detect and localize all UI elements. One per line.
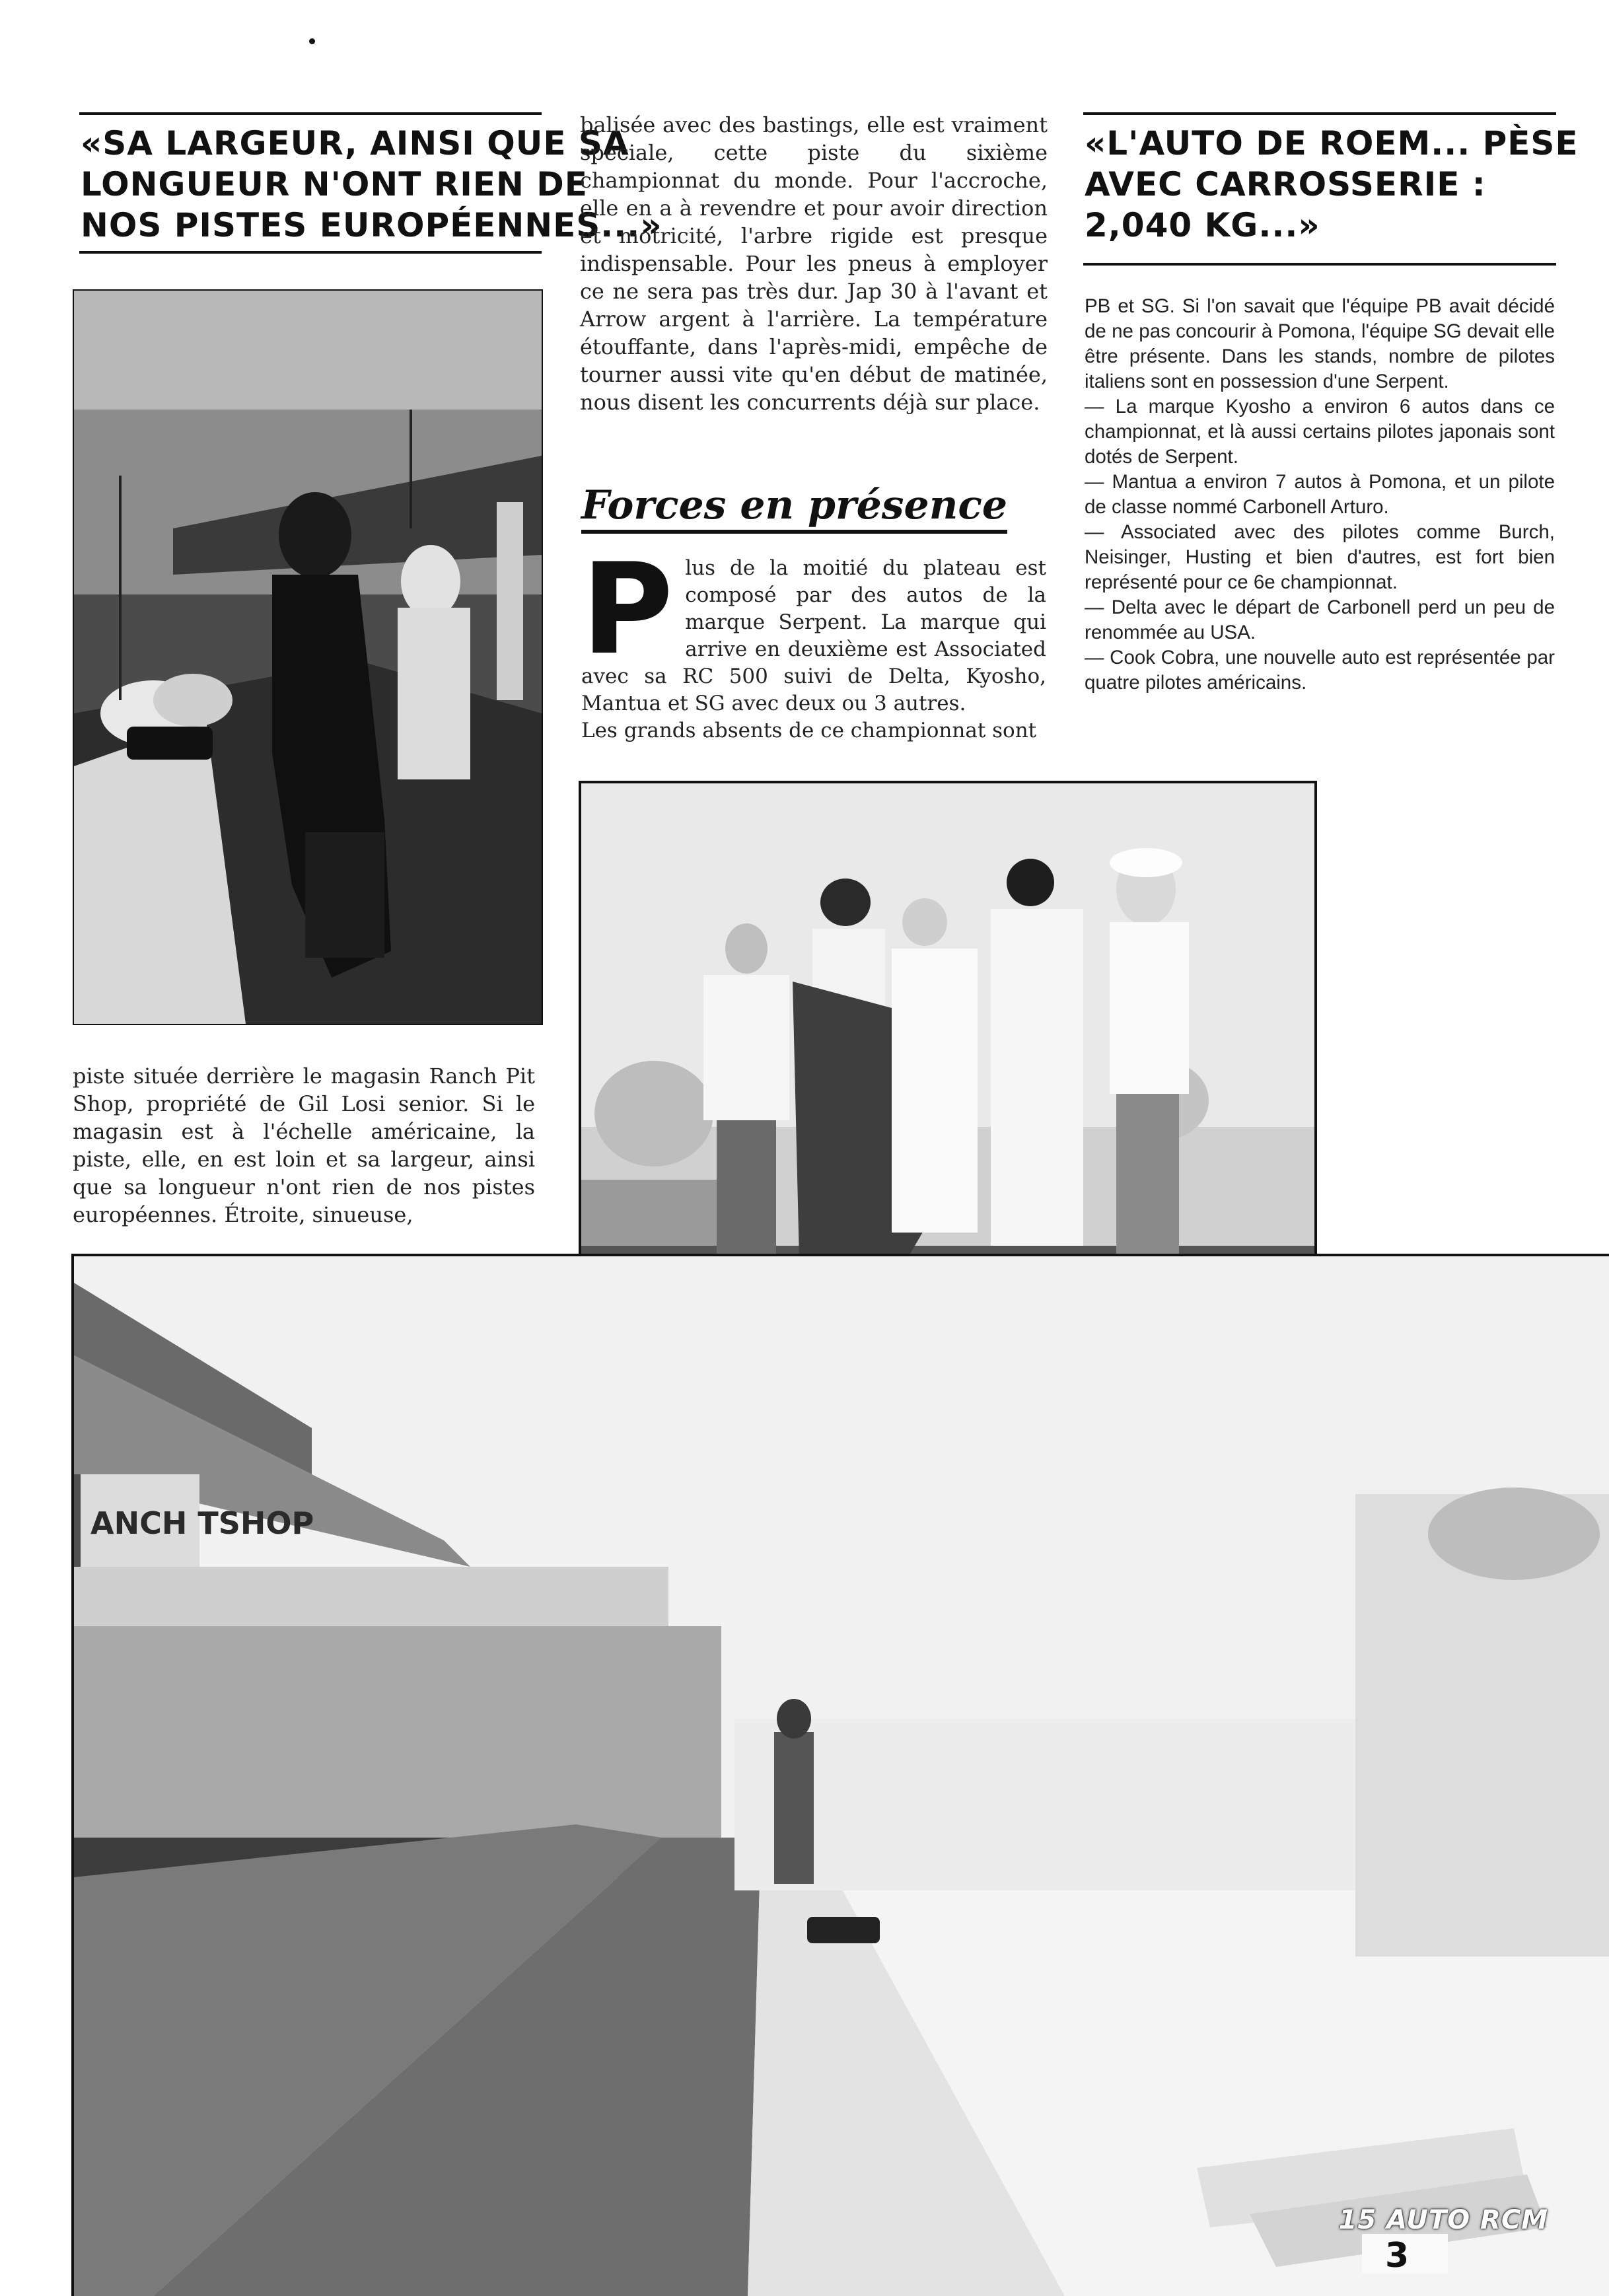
middle-column-body-section: [581, 536, 1046, 744]
track-photo-sign: ANCH TSHOP: [90, 1505, 314, 1541]
right-pull-quote-line-2: AVEC CARROSSERIE :: [1085, 165, 1486, 203]
middle-column-paragraph-3: Les grands absents de ce championnat sont: [581, 719, 1037, 742]
top-dot: [309, 38, 315, 44]
right-column-paragraph-2: — La marque Kyosho a environ 6 autos dans ce championnat, et là aussi certains pilotes japonais sont dotés de Serpent.: [1085, 396, 1555, 468]
drop-cap: P: [581, 536, 674, 682]
right-quote-bottom-rule: [1083, 263, 1556, 266]
right-pull-quote-line-1: «L'AUTO DE ROEM... PÈSE: [1085, 124, 1579, 162]
track-photo-car-label: 3: [1385, 2236, 1410, 2276]
middle-column-body-top: [580, 111, 1048, 416]
right-pull-quote-line-3: 2,040 KG...»: [1085, 206, 1320, 244]
left-pull-quote-line-2: LONGUEUR N'ONT RIEN DE: [81, 165, 588, 203]
middle-column-paragraph-1: balisée avec des bastings, elle est vraiment spéciale, cette piste du sixième championnat du monde. Pour l'accroche, elle en a à revendre et pour avoir direction et motricité, l'arbre rigide est presque indispensable. Pour les pneus à employer ce ne sera pas très dur. Jap 30 à l'avant et Arrow argent à l'arrière. La température étouffante, dans l'après-midi, empêche de tourner aussi vite qu'en début de matinée, nous disent les concurrents déjà sur place.: [580, 112, 1048, 415]
right-column-body: [1085, 294, 1555, 696]
left-quote-bottom-rule: [79, 251, 542, 254]
section-subhead: Forces en présence: [581, 482, 1007, 534]
right-column-paragraph-6: — Cook Cobra, une nouvelle auto est représentée par quatre pilotes américains.: [1085, 647, 1555, 694]
pit-area-photo: [73, 289, 543, 1025]
page-folio: 15 AUTO RCM: [1338, 2205, 1548, 2235]
right-column-paragraph-1: PB et SG. Si l'on savait que l'équipe PB avait décidé de ne pas concourir à Pomona, l'équipe SG devait elle être présente. Dans les stands, nombre de pilotes italiens sont en possession d'une Serpent.: [1085, 295, 1555, 392]
right-column-paragraph-3: — Mantua a environ 7 autos à Pomona, et un pilote de classe nommé Carbonell Arturo.: [1085, 471, 1555, 518]
right-quote-top-rule: [1083, 112, 1556, 115]
track-photo: [71, 1254, 1609, 2296]
left-column-body: [73, 1062, 535, 1229]
left-pull-quote: [81, 123, 662, 246]
left-pull-quote-line-1: «SA LARGEUR, AINSI QUE SA: [81, 124, 629, 162]
right-column-paragraph-4: — Associated avec des pilotes comme Burch, Neisinger, Husting et bien d'autres, est fort bien représenté pour ce 6e championnat.: [1085, 521, 1555, 593]
right-column-paragraph-5: — Delta avec le départ de Carbonell perd un peu de renommée au USA.: [1085, 596, 1555, 643]
middle-column-paragraph-2: lus de la moitié du plateau est composé par des autos de la marque Serpent. La marque qui arrive en deuxième est Associated avec sa RC 500 suivi de Delta, Kyosho, Mantua et SG avec deux ou 3 autres.: [581, 556, 1046, 715]
left-column-paragraph: piste située derrière le magasin Ranch Pit Shop, propriété de Gil Losi senior. Si le magasin est à l'échelle américaine, la piste, elle, en est loin et sa largeur, ainsi que sa longueur n'ont rien de nos pistes européennes. Étroite, sinueuse,: [73, 1063, 535, 1227]
left-pull-quote-line-3: NOS PISTES EUROPÉENNES...»: [81, 206, 662, 244]
left-quote-top-rule: [79, 112, 542, 115]
right-pull-quote: [1085, 123, 1579, 246]
